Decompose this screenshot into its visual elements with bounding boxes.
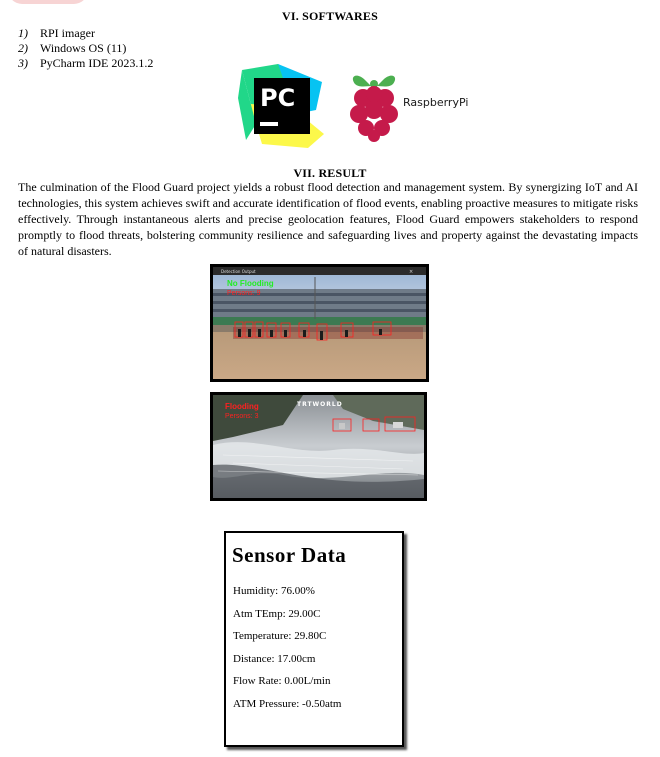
sensor-readings (233, 584, 341, 719)
close-icon: × (409, 269, 414, 275)
result-paragraph: The culmination of the Flood Guard project yields a robust flood detection and management system. By synergizing IoT and AI technologies, this system achieves swift and accurate identification of flood events, enabling proactive measures to mitigate risks effectively. Through instantaneous alerts and precise geolocation features, Flood Guard empowers stakeholders to respond promptly to flood threats, bolstering community resilience and safeguarding lives and property against the devastating impacts of natural disasters. (18, 180, 638, 258)
list-item (18, 41, 153, 56)
sensor-reading: Distance: 17.00cm (233, 652, 316, 665)
sensor-reading: ATM Pressure: -0.50atm (233, 697, 342, 710)
list-number: 2) (18, 41, 28, 55)
count-text: Persons: 3 (225, 413, 259, 420)
figure-flooding-detection (210, 392, 427, 501)
software-list (18, 26, 153, 71)
sensor-panel-title: Sensor Data (232, 543, 347, 567)
status-text: Flooding (225, 402, 259, 411)
window-title: Detection Output (221, 269, 256, 274)
sensor-reading: Humidity: 76.00% (233, 585, 315, 597)
sensor-reading: Flow Rate: 0.00L/min (233, 675, 331, 687)
watermark-text: TRTWORLD (297, 401, 343, 408)
list-label: PyCharm IDE 2023.1.2 (40, 56, 154, 70)
sensor-reading: Atm TEmp: 29.00C (233, 607, 321, 620)
count-text: Persons: 9 (227, 290, 261, 297)
sensor-reading: Temperature: 29.80C (233, 630, 327, 642)
pycharm-logo (238, 64, 326, 148)
figure-no-flooding-detection (210, 264, 429, 382)
decorative-corner-mark (8, 0, 88, 4)
list-item (18, 56, 153, 71)
pycharm-logo-text: PC (260, 84, 296, 112)
section-heading-softwares: VI. SOFTWARES (282, 9, 378, 23)
sensor-data-panel (224, 531, 404, 747)
list-number: 3) (18, 56, 28, 70)
list-label: RPI imager (40, 26, 95, 40)
list-label: Windows OS (11) (40, 41, 127, 55)
section-heading-result: VII. RESULT (293, 166, 367, 180)
list-number: 1) (18, 26, 28, 40)
raspberry-pi-logo-text: RaspberryPi (403, 96, 469, 109)
list-item (18, 26, 153, 41)
status-text: No Flooding (227, 279, 274, 288)
